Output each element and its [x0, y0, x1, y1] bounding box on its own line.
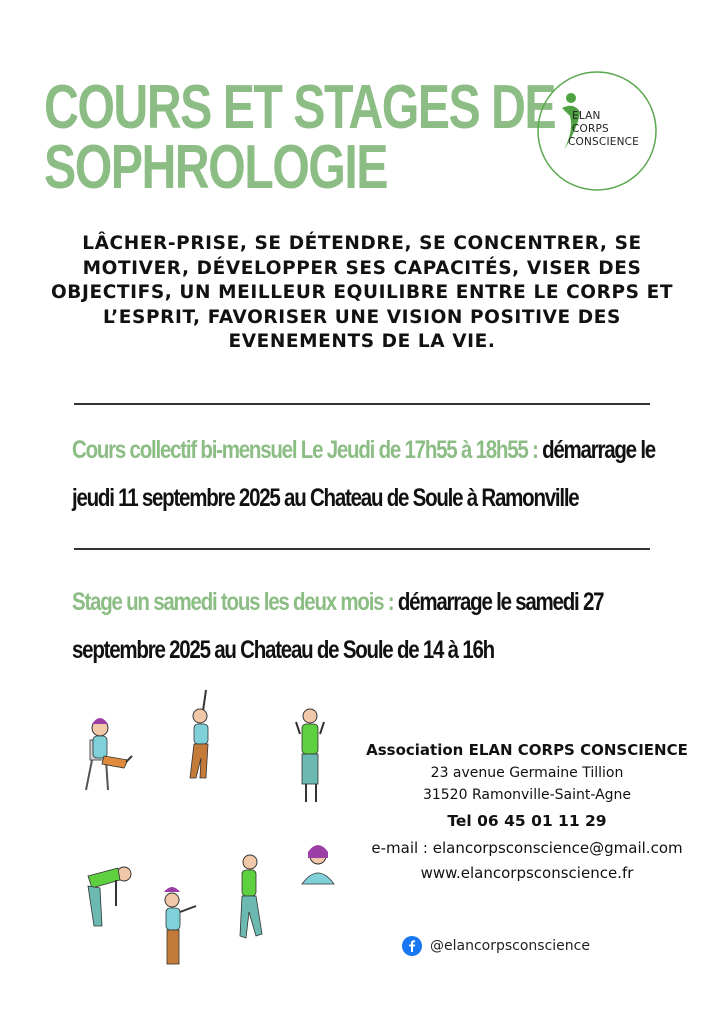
- logo-line-1: ELAN: [572, 110, 601, 122]
- phone-number: Tel 06 45 01 11 29: [447, 812, 607, 830]
- divider: [74, 548, 650, 550]
- session-stage: [72, 578, 604, 674]
- contact-block: [352, 738, 702, 886]
- logo-text: [570, 110, 639, 149]
- session-stage-detail-a: démarrage le samedi 27: [397, 588, 604, 616]
- standing-figure-illustration: [296, 709, 324, 802]
- logo-line-2: CORPS: [572, 123, 609, 135]
- bending-figure-illustration: [88, 867, 131, 926]
- pointing-figure-illustration: [164, 887, 196, 964]
- logo-line-3: CONSCIENCE: [568, 136, 639, 148]
- title-line-2: SOPHROLOGIE: [44, 133, 387, 202]
- address-line-2: 31520 Ramonville-Saint-Agne: [422, 787, 632, 803]
- session-course-detail-a: démarrage le: [542, 436, 655, 464]
- seated-figure-illustration: [86, 718, 132, 790]
- facebook-link[interactable]: [402, 936, 590, 956]
- session-stage-detail-b: septembre 2025 au Chateau de Soule de 14 à 16h: [72, 636, 494, 664]
- logo-dot: [566, 93, 576, 103]
- portrait-figure-illustration: [302, 845, 334, 884]
- intro-text: LÂCHER-PRISE, SE DÉTENDRE, SE CONCENTRER, SE MOTIVER, DÉVELOPPER SES CAPACITÉS, VISER DES OBJECTIFS, UN MEILLEUR EQUILIBRE ENTRE LE CORPS ET L’ESPRIT, FAVORISER UNE VISION POSITIVE DES EVENEMENTS DE LA VIE.: [50, 233, 674, 352]
- association-name: Association ELAN CORPS CONSCIENCE: [366, 741, 688, 759]
- page-title: [44, 73, 556, 202]
- session-stage-label: Stage un samedi tous les deux mois :: [72, 588, 394, 616]
- exercise-illustrations: [60, 680, 350, 980]
- session-course-label: Cours collectif bi-mensuel Le Jeudi de 17h55 à 18h55 :: [72, 436, 538, 464]
- email-link[interactable]: e-mail : elancorpsconscience@gmail.com: [371, 839, 683, 857]
- arm-raised-figure-illustration: [190, 690, 208, 778]
- title-line-1: COURS ET STAGES DE: [44, 73, 556, 142]
- divider: [74, 403, 650, 405]
- walking-figure-illustration: [240, 855, 262, 938]
- facebook-handle: @elancorpsconscience: [430, 938, 590, 954]
- session-course: [72, 426, 655, 522]
- address-line-1: 23 avenue Germaine Tillion: [430, 765, 624, 781]
- facebook-icon: [402, 936, 422, 956]
- session-course-detail-b: jeudi 11 septembre 2025 au Chateau de Soule à Ramonville: [72, 484, 579, 512]
- website-link[interactable]: www.elancorpsconscience.fr: [420, 864, 634, 882]
